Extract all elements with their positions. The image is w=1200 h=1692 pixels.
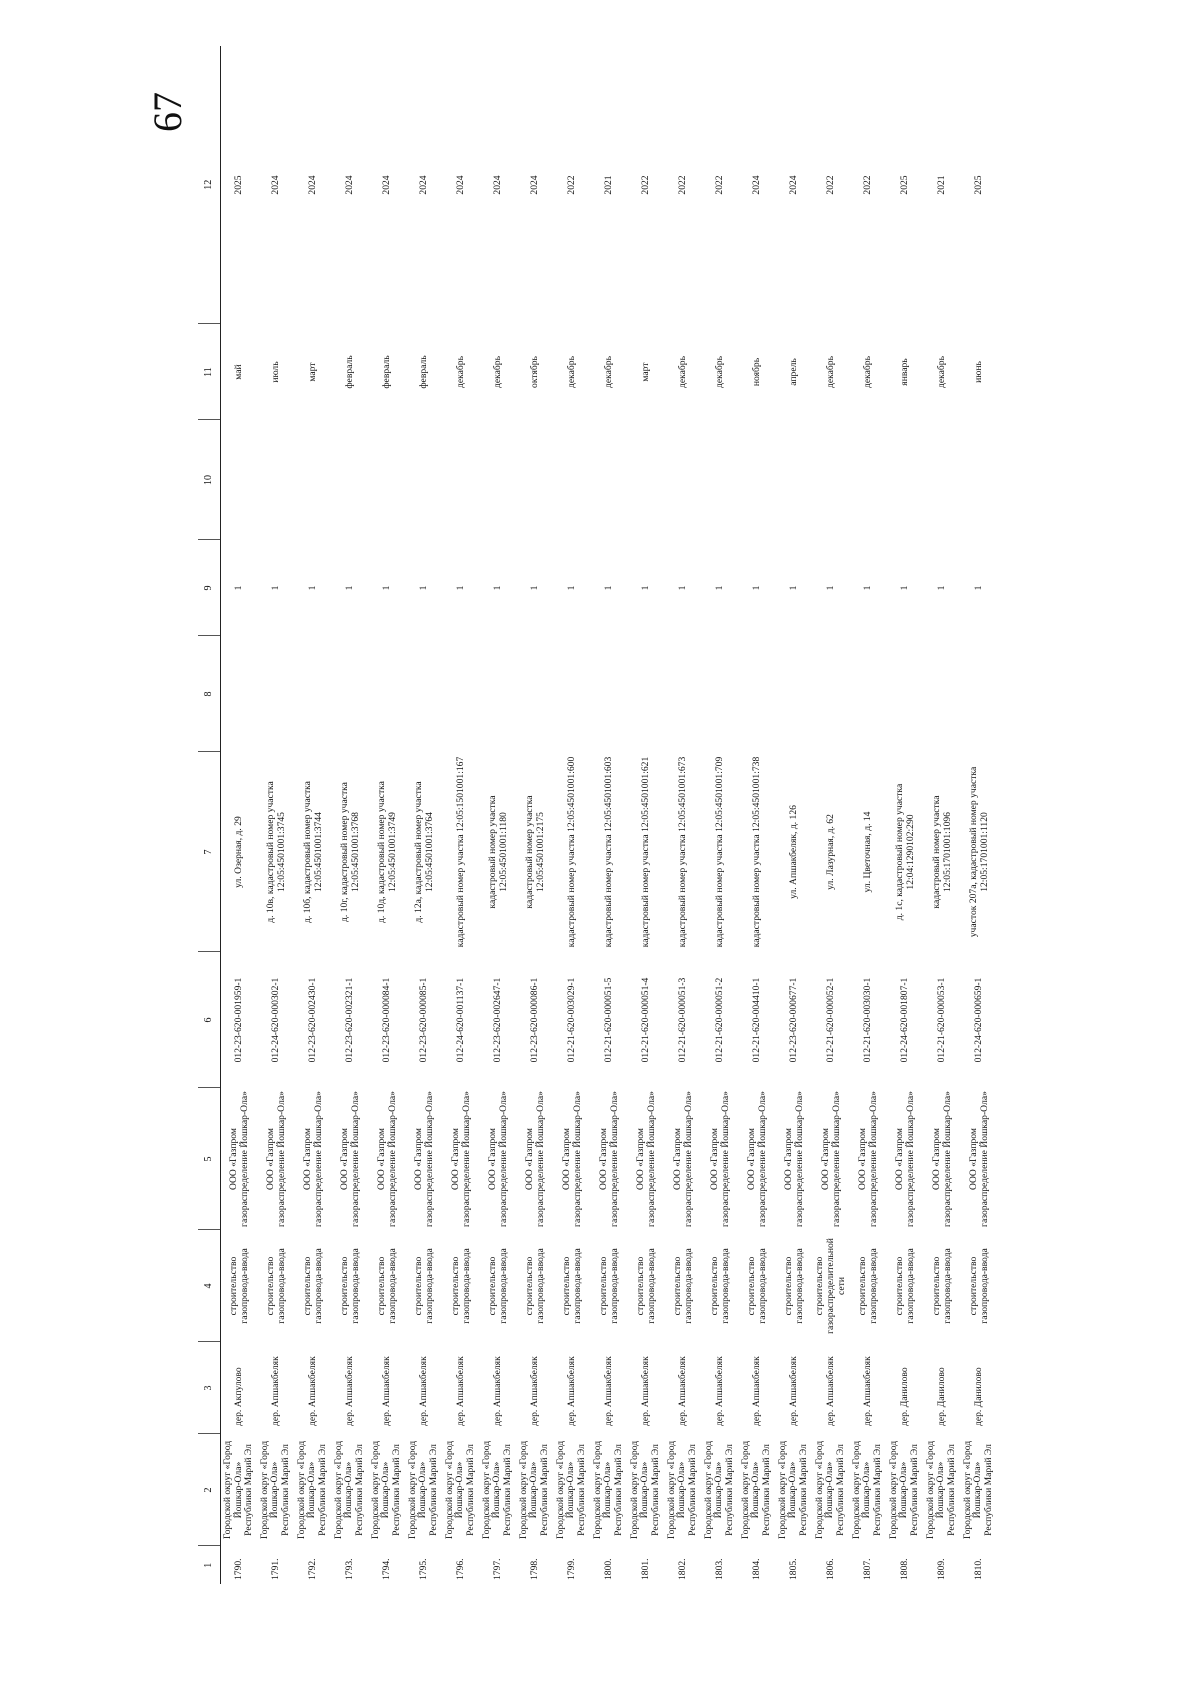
cell-col-6: 012-21-620-003030-1: [862, 977, 873, 1063]
cell-col-2: Городской округ «Город Йошкар-Ола» Республики Марий Эл: [665, 1440, 698, 1540]
cell-col-9: 1: [751, 585, 762, 591]
cell-col-11: март: [307, 362, 318, 382]
cell-col-10: [664, 420, 701, 540]
cell-col-7: кадастровый номер участка 12:05:4501001:673: [677, 756, 688, 948]
cell-col-6: 012-23-620-000677-1: [788, 977, 799, 1063]
cell-col-4: строительство газопровода-ввода: [486, 1248, 509, 1324]
cell-col-10: [553, 420, 590, 540]
cell-col-5: ООО «Газпром газораспределение Йошкар-Ола»: [930, 1091, 953, 1227]
cell-col-9: 1: [381, 585, 392, 591]
cell-col-3: дер. Апшакбеляк: [751, 1356, 762, 1426]
table-body: [220, 46, 997, 1584]
cell-col-3: дер. Апшакбеляк: [418, 1356, 429, 1426]
cell-col-10: [886, 420, 923, 540]
cell-col-6: 012-24-620-000659-1: [973, 977, 984, 1063]
cell-col-12: 2024: [270, 175, 281, 195]
cell-col-1: 1791.: [270, 1558, 281, 1580]
cell-col-7: кадастровый номер участка 12:05:4501001:1180: [486, 795, 509, 909]
col-header: 10: [198, 420, 220, 540]
cell-col-8: [368, 636, 405, 752]
cell-col-10: [738, 420, 775, 540]
cell-col-8: [294, 636, 331, 752]
cell-col-1: 1800.: [603, 1558, 614, 1580]
cell-col-12: 2024: [492, 175, 503, 195]
cell-col-4: строительство газопровода-ввода: [856, 1248, 879, 1324]
cell-col-6: 012-21-620-000051-5: [603, 977, 614, 1063]
cell-col-4: строительство газопровода-ввода: [227, 1248, 250, 1324]
col-header: 2: [198, 1434, 220, 1546]
cell-col-4: строительство газопровода-ввода: [412, 1248, 435, 1324]
col-header: 3: [198, 1342, 220, 1434]
cell-col-1: 1808.: [899, 1558, 910, 1580]
cell-col-10: [590, 420, 627, 540]
cell-col-11: июль: [270, 361, 281, 383]
col-header: 5: [198, 1088, 220, 1230]
cell-col-7: д. 10б, кадастровый номер участка 12:05:4501001:3744: [301, 781, 324, 923]
cell-col-4: строительство газопровода-ввода: [523, 1248, 546, 1324]
table-row: [738, 46, 775, 1584]
cell-col-4: строительство газопровода-ввода: [264, 1248, 287, 1324]
cell-col-9: 1: [603, 585, 614, 591]
cell-col-5: ООО «Газпром газораспределение Йошкар-Ола»: [227, 1091, 250, 1227]
cell-col-11: декабрь: [566, 356, 577, 388]
cell-col-10: [923, 420, 960, 540]
cell-col-3: дер. Апшакбеляк: [270, 1356, 281, 1426]
cell-col-9: 1: [344, 585, 355, 591]
cell-col-7: ул. Цветочная, д. 14: [862, 811, 873, 893]
cell-col-10: [479, 420, 516, 540]
cell-col-1: 1801.: [640, 1558, 651, 1580]
cell-col-12: 2021: [603, 175, 614, 195]
cell-col-12: 2022: [714, 175, 725, 195]
cell-col-4: строительство газопровода-ввода: [449, 1248, 472, 1324]
cell-col-10: [442, 420, 479, 540]
header-row: [198, 46, 220, 1584]
cell-col-12: 2024: [307, 175, 318, 195]
cell-col-8: [923, 636, 960, 752]
cell-col-8: [627, 636, 664, 752]
cell-col-12: 2024: [455, 175, 466, 195]
cell-col-2: Городской округ «Город Йошкар-Ола» Республики Марий Эл: [258, 1440, 291, 1540]
cell-col-3: дер. Апшакбеляк: [677, 1356, 688, 1426]
cell-col-10: [331, 420, 368, 540]
cell-col-11: май: [233, 364, 245, 380]
cell-col-9: 1: [899, 585, 910, 591]
cell-col-5: ООО «Газпром газораспределение Йошкар-Ола»: [264, 1091, 287, 1227]
cell-col-2: Городской округ «Город Йошкар-Ола» Республики Марий Эл: [369, 1440, 402, 1540]
cell-col-2: Городской округ «Город Йошкар-Ола» Республики Марий Эл: [628, 1440, 661, 1540]
table-row: [590, 46, 627, 1584]
cell-col-9: 1: [492, 585, 503, 591]
cell-col-8: [664, 636, 701, 752]
cell-col-3: дер. Апшакбеляк: [640, 1356, 651, 1426]
cell-col-1: 1799.: [566, 1558, 577, 1580]
cell-col-8: [886, 636, 923, 752]
cell-col-1: 1809.: [936, 1558, 947, 1580]
cell-col-7: участок 207а, кадастровый номер участка 12:05:1701001:1120: [967, 766, 990, 938]
cell-col-11: декабрь: [455, 356, 466, 388]
cell-col-4: строительство газопровода-ввода: [967, 1248, 990, 1324]
table-row: [627, 46, 664, 1584]
cell-col-6: 012-21-620-000053-1: [936, 977, 947, 1063]
cell-col-5: ООО «Газпром газораспределение Йошкар-Ола»: [856, 1091, 879, 1227]
cell-col-10: [368, 420, 405, 540]
cell-col-4: строительство газопровода-ввода: [745, 1248, 768, 1324]
cell-col-4: строительство газопровода-ввода: [597, 1248, 620, 1324]
cell-col-3: дер. Апшакбеляк: [862, 1356, 873, 1426]
cell-col-4: строительство газопровода-ввода: [782, 1248, 805, 1324]
cell-col-9: 1: [825, 585, 836, 591]
cell-col-12: 2025: [233, 175, 245, 195]
cell-col-9: 1: [788, 585, 799, 591]
cell-col-3: дер. Апшакбеляк: [825, 1356, 836, 1426]
cell-col-1: 1810.: [973, 1558, 984, 1580]
cell-col-9: 1: [307, 585, 318, 591]
cell-col-11: февраль: [344, 355, 355, 389]
cell-col-6: 012-21-620-004410-1: [751, 977, 762, 1063]
cell-col-4: строительство газопровода-ввода: [301, 1248, 324, 1324]
cell-col-10: [849, 420, 886, 540]
cell-col-7: кадастровый номер участка 12:05:4501001:603: [603, 756, 614, 948]
cell-col-11: ноябрь: [751, 357, 762, 387]
cell-col-6: 012-23-620-001959-1: [233, 977, 245, 1063]
cell-col-4: строительство газопровода-ввода: [708, 1248, 731, 1324]
cell-col-10: [220, 420, 257, 540]
cell-col-1: 1807.: [862, 1558, 873, 1580]
cell-col-4: строительство газопровода-ввода: [375, 1248, 398, 1324]
cell-col-5: ООО «Газпром газораспределение Йошкар-Ола»: [523, 1091, 546, 1227]
cell-col-5: ООО «Газпром газораспределение Йошкар-Ола»: [338, 1091, 361, 1227]
cell-col-2: Городской округ «Город Йошкар-Ола» Республики Марий Эл: [776, 1440, 809, 1540]
cell-col-8: [701, 636, 738, 752]
cell-col-11: декабрь: [862, 356, 873, 388]
cell-col-2: Городской округ «Город Йошкар-Ола» Республики Марий Эл: [591, 1440, 624, 1540]
cell-col-5: ООО «Газпром газораспределение Йошкар-Ола»: [671, 1091, 694, 1227]
cell-col-5: ООО «Газпром газораспределение Йошкар-Ола»: [745, 1091, 768, 1227]
cell-col-5: ООО «Газпром газораспределение Йошкар-Ола»: [597, 1091, 620, 1227]
cell-col-1: 1796.: [455, 1558, 466, 1580]
cell-col-7: ул. Апшакбеляк, д. 126: [788, 805, 799, 899]
cell-col-2: Городской округ «Город Йошкар-Ола» Республики Марий Эл: [739, 1440, 772, 1540]
cell-col-6: 012-23-620-000084-1: [381, 977, 392, 1063]
cell-col-8: [960, 636, 997, 752]
cell-col-9: 1: [529, 585, 540, 591]
cell-col-2: Городской округ «Город Йошкар-Ола» Республики Марий Эл: [443, 1440, 476, 1540]
cell-col-1: 1795.: [418, 1558, 429, 1580]
cell-col-11: март: [640, 362, 651, 382]
cell-col-5: ООО «Газпром газораспределение Йошкар-Ола»: [967, 1091, 990, 1227]
cell-col-9: 1: [936, 585, 947, 591]
cell-col-1: 1792.: [307, 1558, 318, 1580]
cell-col-12: 2024: [788, 175, 799, 195]
cell-col-9: 1: [862, 585, 873, 591]
col-header: 8: [198, 636, 220, 752]
cell-col-11: февраль: [381, 355, 392, 389]
cell-col-8: [331, 636, 368, 752]
cell-col-6: 012-23-620-002321-1: [344, 977, 355, 1063]
cell-col-8: [812, 636, 849, 752]
cell-col-4: строительство газопровода-ввода: [893, 1248, 916, 1324]
cell-col-7: ул. Лазурная, д. 62: [825, 814, 836, 890]
cell-col-5: ООО «Газпром газораспределение Йошкар-Ола»: [893, 1091, 916, 1227]
table-row: [331, 46, 368, 1584]
cell-col-3: дер. Апшакбеляк: [344, 1356, 355, 1426]
cell-col-7: кадастровый номер участка 12:05:1501001:167: [455, 756, 466, 948]
cell-col-12: 2024: [529, 175, 540, 195]
cell-col-12: 2024: [344, 175, 355, 195]
cell-col-5: ООО «Газпром газораспределение Йошкар-Ола»: [634, 1091, 657, 1227]
cell-col-2: Городской округ «Город Йошкар-Ола» Республики Марий Эл: [887, 1440, 920, 1540]
cell-col-6: 012-21-620-000051-3: [677, 977, 688, 1063]
cell-col-8: [775, 636, 812, 752]
cell-col-2: Городской округ «Город Йошкар-Ола» Республики Марий Эл: [924, 1440, 957, 1540]
cell-col-1: 1804.: [751, 1558, 762, 1580]
cell-col-8: [590, 636, 627, 752]
cell-col-10: [775, 420, 812, 540]
cell-col-3: дер. Апшакбеляк: [566, 1356, 577, 1426]
cell-col-9: 1: [566, 585, 577, 591]
table-row: [812, 46, 849, 1584]
cell-col-2: Городской округ «Город Йошкар-Ола» Республики Марий Эл: [850, 1440, 883, 1540]
cell-col-6: 012-23-620-000086-1: [529, 977, 540, 1063]
cell-col-2: Городской округ «Город Йошкар-Ола» Республики Марий Эл: [222, 1440, 254, 1540]
cell-col-2: Городской округ «Город Йошкар-Ола» Республики Марий Эл: [480, 1440, 513, 1540]
cell-col-11: апрель: [788, 358, 799, 386]
data-table: [198, 46, 997, 1584]
cell-col-12: 2025: [899, 175, 910, 195]
cell-col-7: кадастровый номер участка 12:05:4501001:600: [566, 756, 577, 948]
cell-col-2: Городской округ «Город Йошкар-Ола» Республики Марий Эл: [406, 1440, 439, 1540]
cell-col-3: дер. Апшакбеляк: [714, 1356, 725, 1426]
cell-col-12: 2021: [936, 175, 947, 195]
col-header: 7: [198, 752, 220, 952]
cell-col-5: ООО «Газпром газораспределение Йошкар-Ола»: [412, 1091, 435, 1227]
cell-col-8: [849, 636, 886, 752]
cell-col-9: 1: [455, 585, 466, 591]
cell-col-1: 1798.: [529, 1558, 540, 1580]
cell-col-5: ООО «Газпром газораспределение Йошкар-Ола»: [301, 1091, 324, 1227]
cell-col-7: ул. Озерная, д. 29: [233, 816, 245, 888]
cell-col-7: кадастровый номер участка 12:05:1701001:1096: [930, 795, 953, 909]
cell-col-4: строительство газопровода-ввода: [930, 1248, 953, 1324]
cell-col-6: 012-23-620-000085-1: [418, 977, 429, 1063]
cell-col-6: 012-23-620-002430-1: [307, 977, 318, 1063]
cell-col-12: 2022: [862, 175, 873, 195]
cell-col-11: октябрь: [529, 356, 540, 388]
cell-col-12: 2022: [677, 175, 688, 195]
cell-col-6: 012-24-620-001137-1: [455, 977, 466, 1063]
table-row: [664, 46, 701, 1584]
cell-col-4: строительство газопровода-ввода: [634, 1248, 657, 1324]
cell-col-10: [257, 420, 294, 540]
table-row: [294, 46, 331, 1584]
cell-col-5: ООО «Газпром газораспределение Йошкар-Ола»: [486, 1091, 509, 1227]
table-row: [960, 46, 997, 1584]
cell-col-1: 1790.: [233, 1558, 245, 1580]
cell-col-1: 1803.: [714, 1558, 725, 1580]
table-row: [220, 46, 257, 1584]
cell-col-1: 1797.: [492, 1558, 503, 1580]
cell-col-9: 1: [640, 585, 651, 591]
cell-col-3: дер. Данилово: [936, 1367, 947, 1426]
cell-col-11: декабрь: [603, 356, 614, 388]
cell-col-11: январь: [899, 358, 910, 386]
cell-col-11: декабрь: [936, 356, 947, 388]
table-row: [516, 46, 553, 1584]
cell-col-12: 2022: [825, 175, 836, 195]
table-row: [553, 46, 590, 1584]
cell-col-8: [479, 636, 516, 752]
cell-col-6: 012-21-620-000051-4: [640, 977, 651, 1063]
cell-col-7: кадастровый номер участка 12:05:4501001:709: [714, 756, 725, 948]
table-row: [886, 46, 923, 1584]
cell-col-4: строительство газопровода-ввода: [560, 1248, 583, 1324]
cell-col-3: дер. Апшакбеляк: [381, 1356, 392, 1426]
cell-col-7: кадастровый номер участка 12:05:4501001:738: [751, 756, 762, 948]
col-header: 11: [198, 324, 220, 420]
cell-col-9: 1: [418, 585, 429, 591]
cell-col-7: д. 10в, кадастровый номер участка 12:05:4501001:3745: [264, 781, 287, 923]
cell-col-1: 1806.: [825, 1558, 836, 1580]
cell-col-6: 012-21-620-000052-1: [825, 977, 836, 1063]
cell-col-6: 012-21-620-000051-2: [714, 977, 725, 1063]
cell-col-2: Городской округ «Город Йошкар-Ола» Республики Марий Эл: [295, 1440, 328, 1540]
table-row: [368, 46, 405, 1584]
cell-col-3: дер. Данилово: [899, 1367, 910, 1426]
table-row: [257, 46, 294, 1584]
cell-col-5: ООО «Газпром газораспределение Йошкар-Ола»: [782, 1091, 805, 1227]
cell-col-12: 2024: [381, 175, 392, 195]
cell-col-4: строительство газопровода-ввода: [338, 1248, 361, 1324]
cell-col-6: 012-21-620-003029-1: [566, 977, 577, 1063]
cell-col-1: 1794.: [381, 1558, 392, 1580]
cell-col-11: декабрь: [714, 356, 725, 388]
cell-col-2: Городской округ «Город Йошкар-Ола» Республики Марий Эл: [813, 1440, 846, 1540]
cell-col-12: 2025: [973, 175, 984, 195]
col-header: 12: [198, 46, 220, 324]
cell-col-8: [738, 636, 775, 752]
cell-col-3: дер. Апшакбеляк: [307, 1356, 318, 1426]
table-row: [405, 46, 442, 1584]
cell-col-3: дер. Апшакбеляк: [529, 1356, 540, 1426]
cell-col-7: д. 1с, кадастровый номер участка 12:04:1290102:290: [893, 783, 916, 921]
cell-col-12: 2022: [640, 175, 651, 195]
cell-col-11: декабрь: [825, 356, 836, 388]
cell-col-1: 1805.: [788, 1558, 799, 1580]
table-row: [701, 46, 738, 1584]
cell-col-6: 012-24-620-001807-1: [899, 977, 910, 1063]
cell-col-11: декабрь: [492, 356, 503, 388]
cell-col-1: 1793.: [344, 1558, 355, 1580]
cell-col-7: д. 10г, кадастровый номер участка 12:05:4501001:3768: [338, 782, 361, 922]
cell-col-2: Городской округ «Город Йошкар-Ола» Республики Марий Эл: [332, 1440, 365, 1540]
cell-col-7: кадастровый номер участка 12:05:4501001:621: [640, 756, 651, 948]
cell-col-10: [627, 420, 664, 540]
cell-col-12: 2022: [566, 175, 577, 195]
cell-col-3: дер. Апшакбеляк: [788, 1356, 799, 1426]
cell-col-5: ООО «Газпром газораспределение Йошкар-Ола»: [819, 1091, 842, 1227]
cell-col-11: февраль: [418, 355, 429, 389]
table-row: [479, 46, 516, 1584]
cell-col-8: [442, 636, 479, 752]
cell-col-10: [294, 420, 331, 540]
col-header: 1: [198, 1546, 220, 1584]
cell-col-7: кадастровый номер участка 12:05:4501001:2175: [523, 795, 546, 909]
cell-col-10: [405, 420, 442, 540]
cell-col-10: [516, 420, 553, 540]
table-row: [775, 46, 812, 1584]
cell-col-7: д. 10д, кадастровый номер участка 12:05:4501001:3749: [375, 781, 398, 923]
page-number: 67: [145, 92, 190, 132]
cell-col-2: Городской округ «Город Йошкар-Ола» Республики Марий Эл: [517, 1440, 550, 1540]
cell-col-3: дер. Апшакбеляк: [455, 1356, 466, 1426]
cell-col-12: 2024: [751, 175, 762, 195]
cell-col-8: [257, 636, 294, 752]
cell-col-3: дер. Апшакбеляк: [603, 1356, 614, 1426]
cell-col-10: [812, 420, 849, 540]
cell-col-4: строительство газораспределительной сети: [814, 1238, 847, 1334]
cell-col-2: Городской округ «Город Йошкар-Ола» Республики Марий Эл: [961, 1440, 994, 1540]
cell-col-9: 1: [233, 585, 245, 591]
cell-col-9: 1: [973, 585, 984, 591]
cell-col-11: декабрь: [677, 356, 688, 388]
cell-col-11: июнь: [973, 361, 984, 383]
cell-col-8: [405, 636, 442, 752]
cell-col-5: ООО «Газпром газораспределение Йошкар-Ола»: [708, 1091, 731, 1227]
cell-col-5: ООО «Газпром газораспределение Йошкар-Ола»: [449, 1091, 472, 1227]
table-row: [849, 46, 886, 1584]
cell-col-12: 2024: [418, 175, 429, 195]
cell-col-5: ООО «Газпром газораспределение Йошкар-Ола»: [560, 1091, 583, 1227]
col-header: 4: [198, 1230, 220, 1342]
cell-col-3: дер. Акпулово: [233, 1367, 245, 1426]
cell-col-9: 1: [270, 585, 281, 591]
cell-col-10: [960, 420, 997, 540]
col-header: 9: [198, 540, 220, 636]
cell-col-8: [516, 636, 553, 752]
cell-col-6: 012-23-620-002647-1: [492, 977, 503, 1063]
cell-col-3: дер. Данилово: [973, 1367, 984, 1426]
cell-col-7: д. 12а, кадастровый номер участка 12:05:4501001:3764: [412, 781, 435, 923]
cell-col-8: [553, 636, 590, 752]
cell-col-2: Городской округ «Город Йошкар-Ола» Республики Марий Эл: [702, 1440, 735, 1540]
cell-col-4: строительство газопровода-ввода: [671, 1248, 694, 1324]
table-row: [923, 46, 960, 1584]
col-header: 6: [198, 952, 220, 1088]
cell-col-9: 1: [677, 585, 688, 591]
cell-col-6: 012-24-620-000302-1: [270, 977, 281, 1063]
cell-col-2: Городской округ «Город Йошкар-Ола» Республики Марий Эл: [554, 1440, 587, 1540]
cell-col-8: [220, 636, 257, 752]
cell-col-5: ООО «Газпром газораспределение Йошкар-Ола»: [375, 1091, 398, 1227]
cell-col-9: 1: [714, 585, 725, 591]
cell-col-3: дер. Апшакбеляк: [492, 1356, 503, 1426]
table-row: [442, 46, 479, 1584]
cell-col-1: 1802.: [677, 1558, 688, 1580]
cell-col-10: [701, 420, 738, 540]
